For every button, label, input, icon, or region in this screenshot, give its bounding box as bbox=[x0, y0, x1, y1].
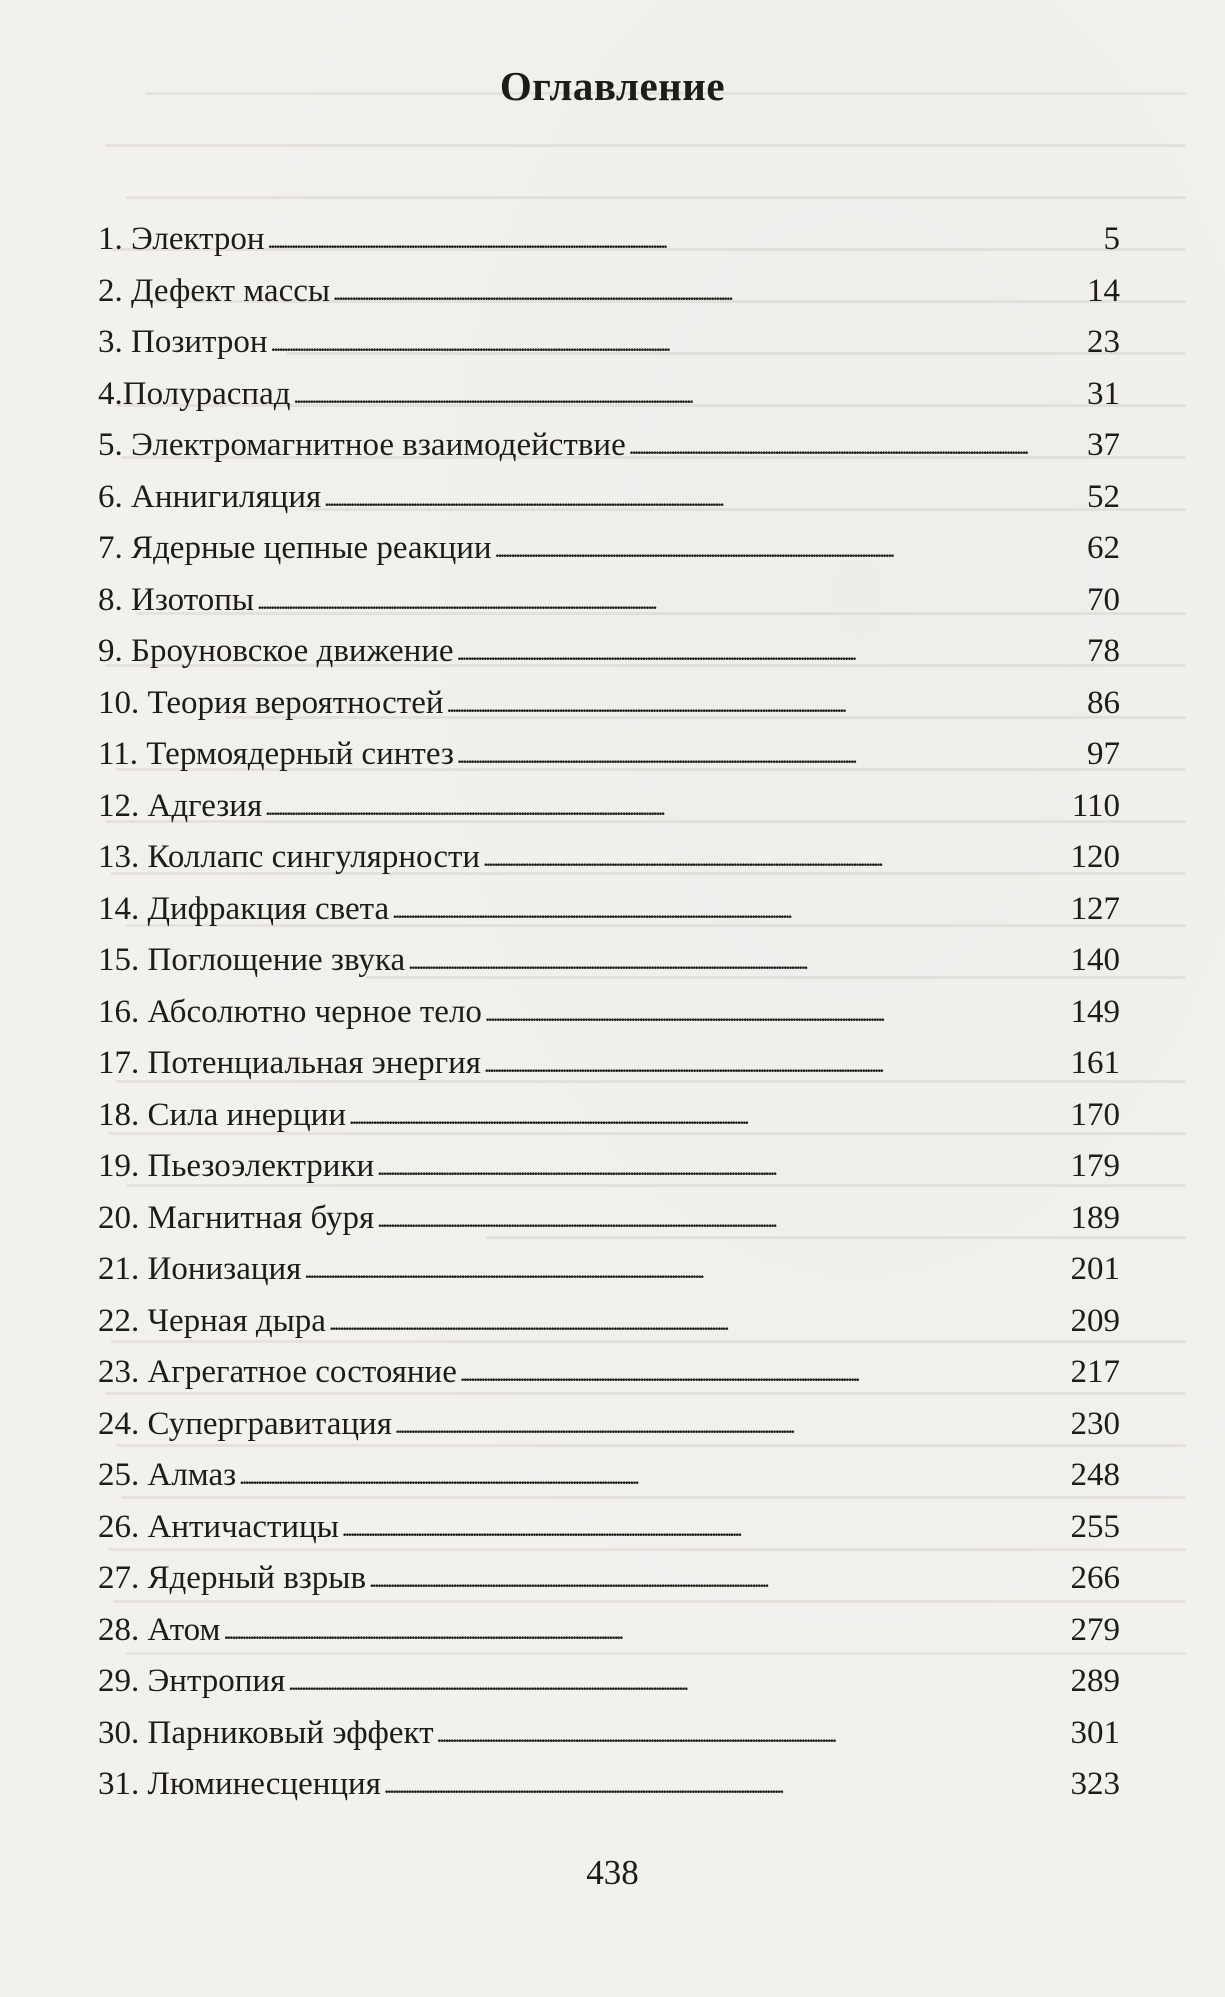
toc-entry-page: 209 bbox=[1070, 1302, 1120, 1339]
toc-entry-page: 289 bbox=[1070, 1663, 1120, 1699]
toc-entry-page: 52 bbox=[1087, 478, 1120, 515]
table-of-contents bbox=[98, 214, 1120, 1811]
toc-dot-leader bbox=[223, 1604, 1067, 1658]
toc-dot-leader bbox=[268, 213, 1101, 267]
toc-entry-page: 323 bbox=[1070, 1766, 1120, 1802]
toc-dot-leader bbox=[629, 419, 1084, 473]
toc-entry bbox=[98, 1708, 1120, 1760]
toc-entry bbox=[98, 1090, 1120, 1142]
toc-entry bbox=[98, 729, 1120, 781]
toc-entry-title: 13. Коллапс сингулярности bbox=[98, 839, 481, 875]
toc-dot-leader bbox=[395, 1398, 1068, 1452]
toc-entry bbox=[98, 472, 1120, 524]
toc-entry-page: 201 bbox=[1070, 1251, 1120, 1287]
toc-entry-page: 170 bbox=[1070, 1096, 1120, 1133]
toc-entry-title: 26. Античастицы bbox=[98, 1508, 339, 1545]
toc-entry bbox=[98, 266, 1120, 318]
toc-dot-leader bbox=[329, 1295, 1068, 1349]
toc-entry-page: 127 bbox=[1070, 890, 1120, 927]
toc-entry bbox=[98, 832, 1120, 884]
toc-dot-leader bbox=[447, 677, 1084, 731]
toc-entry-title: 10. Теория вероятностей bbox=[98, 684, 444, 721]
toc-entry-page: 149 bbox=[1070, 993, 1120, 1030]
toc-entry-page: 140 bbox=[1070, 942, 1120, 978]
toc-dot-leader bbox=[239, 1449, 1067, 1503]
toc-entry bbox=[98, 1399, 1120, 1451]
toc-entry-page: 31 bbox=[1087, 375, 1120, 412]
toc-entry-title: 8. Изотопы bbox=[98, 581, 255, 618]
toc-entry bbox=[98, 1244, 1120, 1296]
toc-entry-page: 266 bbox=[1070, 1560, 1120, 1596]
toc-dot-leader bbox=[333, 265, 1084, 319]
toc-dot-leader bbox=[495, 522, 1084, 576]
toc-entry-page: 179 bbox=[1070, 1148, 1120, 1184]
toc-entry bbox=[98, 1141, 1120, 1193]
toc-entry-title: 21. Ионизация bbox=[98, 1251, 302, 1287]
toc-entry bbox=[98, 1605, 1120, 1657]
toc-entry-title: 22. Черная дыра bbox=[98, 1302, 326, 1339]
toc-entry-page: 248 bbox=[1070, 1457, 1120, 1493]
toc-entry bbox=[98, 575, 1120, 627]
toc-entry-title: 5. Электромагнитное взаимодействие bbox=[98, 427, 626, 463]
toc-entry bbox=[98, 626, 1120, 678]
toc-entry-page: 62 bbox=[1087, 530, 1120, 566]
toc-entry-title: 11. Термоядерный синтез bbox=[98, 736, 454, 772]
toc-dot-leader bbox=[484, 1037, 1068, 1091]
toc-entry-page: 110 bbox=[1071, 787, 1120, 824]
toc-entry-title: 3. Позитрон bbox=[98, 324, 268, 360]
toc-entry bbox=[98, 1296, 1120, 1348]
toc-entry-title: 16. Абсолютно черное тело bbox=[98, 993, 482, 1030]
toc-entry bbox=[98, 1502, 1120, 1554]
toc-entry bbox=[98, 935, 1120, 987]
toc-entry-title: 20. Магнитная буря bbox=[98, 1199, 375, 1236]
toc-dot-leader bbox=[304, 1243, 1067, 1297]
toc-entry bbox=[98, 369, 1120, 421]
toc-entry bbox=[98, 884, 1120, 936]
toc-entry bbox=[98, 1553, 1120, 1605]
toc-dot-leader bbox=[324, 471, 1084, 525]
toc-entry-page: 23 bbox=[1087, 324, 1120, 360]
toc-dot-leader bbox=[377, 1192, 1067, 1246]
toc-entry-title: 12. Адгезия bbox=[98, 787, 263, 824]
page-number: 438 bbox=[586, 1853, 639, 1892]
toc-entry-page: 255 bbox=[1070, 1508, 1120, 1545]
toc-entry-page: 161 bbox=[1070, 1045, 1120, 1081]
toc-dot-leader bbox=[271, 316, 1084, 370]
toc-entry bbox=[98, 1759, 1120, 1811]
toc-entry-page: 217 bbox=[1070, 1354, 1120, 1390]
toc-dot-leader bbox=[408, 934, 1067, 988]
toc-entry-title: 24. Супергравитация bbox=[98, 1405, 392, 1442]
toc-entry-page: 230 bbox=[1070, 1405, 1120, 1442]
toc-entry-title: 18. Сила инерции bbox=[98, 1096, 346, 1133]
toc-entry bbox=[98, 678, 1120, 730]
toc-entry-page: 301 bbox=[1070, 1714, 1120, 1751]
toc-entry-page: 37 bbox=[1087, 427, 1120, 463]
toc-entry bbox=[98, 781, 1120, 833]
page-title: Оглавление bbox=[499, 63, 726, 109]
toc-dot-leader bbox=[342, 1501, 1068, 1555]
toc-entry-title: 30. Парниковый эффект bbox=[98, 1714, 434, 1751]
toc-entry-title: 6. Аннигиляция bbox=[98, 478, 322, 515]
toc-entry bbox=[98, 1347, 1120, 1399]
toc-entry-title: 7. Ядерные цепные реакции bbox=[98, 530, 492, 566]
toc-entry-page: 86 bbox=[1087, 684, 1120, 721]
toc-dot-leader bbox=[457, 728, 1084, 782]
toc-entry-title: 28. Атом bbox=[98, 1611, 221, 1648]
toc-dot-leader bbox=[457, 625, 1084, 679]
toc-dot-leader bbox=[377, 1140, 1067, 1194]
toc-dot-leader bbox=[369, 1552, 1067, 1606]
toc-entry bbox=[98, 1193, 1120, 1245]
toc-entry-title: 17. Потенциальная энергия bbox=[98, 1045, 481, 1081]
toc-dot-leader bbox=[257, 574, 1084, 628]
toc-entry-title: 15. Поглощение звука bbox=[98, 942, 406, 978]
toc-entry-title: 23. Агрегатное состояние bbox=[98, 1354, 457, 1390]
toc-entry bbox=[98, 1038, 1120, 1090]
toc-entry-page: 78 bbox=[1087, 633, 1120, 669]
toc-entry-title: 31. Люминесценция bbox=[98, 1766, 381, 1802]
toc-entry-title: 14. Дифракция света bbox=[98, 890, 390, 927]
toc-entry-title: 19. Пьезоэлектрики bbox=[98, 1148, 375, 1184]
toc-entry bbox=[98, 214, 1120, 266]
toc-entry-page: 189 bbox=[1070, 1199, 1120, 1236]
toc-entry-title: 4.Полураспад bbox=[98, 375, 291, 412]
toc-entry-page: 70 bbox=[1087, 581, 1120, 618]
toc-entry-title: 1. Электрон bbox=[98, 221, 265, 257]
toc-entry bbox=[98, 1656, 1120, 1708]
toc-entry-page: 14 bbox=[1087, 272, 1120, 309]
toc-dot-leader bbox=[392, 883, 1067, 937]
toc-entry-page: 279 bbox=[1070, 1611, 1120, 1648]
toc-dot-leader bbox=[349, 1089, 1068, 1143]
toc-dot-leader bbox=[288, 1655, 1067, 1709]
toc-entry-title: 9. Броуновское движение bbox=[98, 633, 454, 669]
toc-dot-leader bbox=[437, 1707, 1068, 1761]
toc-entry bbox=[98, 317, 1120, 369]
toc-dot-leader bbox=[265, 780, 1069, 834]
toc-entry-title: 2. Дефект массы bbox=[98, 272, 331, 309]
toc-entry bbox=[98, 1450, 1120, 1502]
toc-dot-leader bbox=[483, 831, 1067, 885]
toc-entry-title: 27. Ядерный взрыв bbox=[98, 1560, 367, 1596]
toc-dot-leader bbox=[485, 986, 1068, 1040]
toc-dot-leader bbox=[384, 1758, 1068, 1812]
toc-entry bbox=[98, 523, 1120, 575]
toc-dot-leader bbox=[294, 368, 1084, 422]
toc-entry-page: 97 bbox=[1087, 736, 1120, 772]
toc-entry-page: 5 bbox=[1103, 221, 1120, 257]
toc-entry-title: 25. Алмаз bbox=[98, 1457, 237, 1493]
toc-entry-title: 29. Энтропия bbox=[98, 1663, 286, 1699]
toc-entry bbox=[98, 420, 1120, 472]
toc-entry-page: 120 bbox=[1070, 839, 1120, 875]
toc-entry bbox=[98, 987, 1120, 1039]
toc-dot-leader bbox=[460, 1346, 1068, 1400]
